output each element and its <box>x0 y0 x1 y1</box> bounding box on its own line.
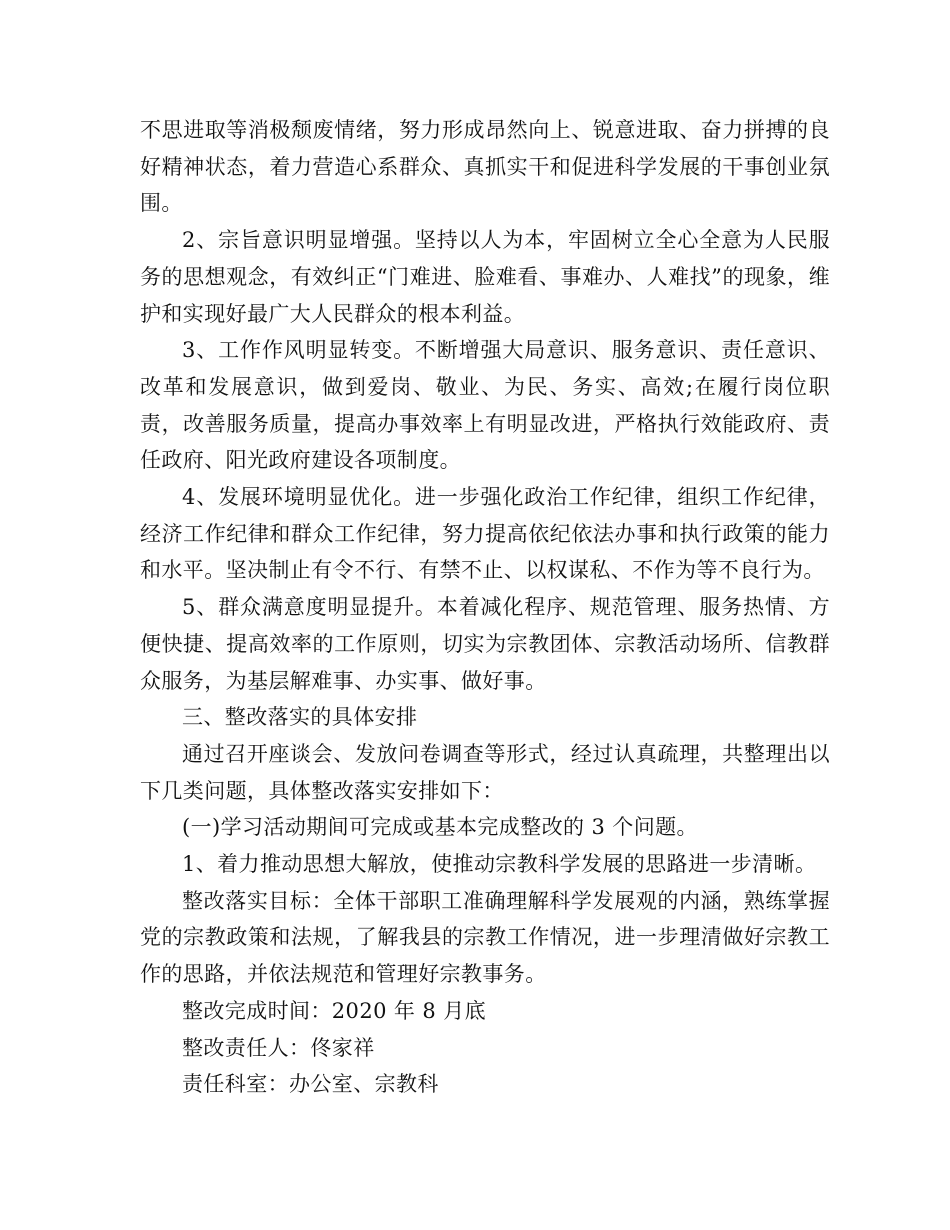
task-item-1: 1、着力推动思想大解放，使推动宗教科学发展的思路进一步清晰。 <box>182 852 817 877</box>
task-goal: 整改落实目标：全体干部职工准确理解科学发展观的内涵，熟练掌握党的宗教政策和法规，了解我县的宗教工作情况，进一步理清做好宗教工作的思路，并依法规范和管理好宗教事务。 <box>140 888 830 987</box>
section-heading-3: 三、整改落实的具体安排 <box>182 705 418 730</box>
paragraph-item-3: 3、工作作风明显转变。不断增强大局意识、服务意识、责任意识、改革和发展意识，做到爱岗、敬业、为民、务实、高效;在履行岗位职责，改善服务质量，提高办事效率上有明显改进，严格执行效能政府、责任政府、阳光政府建设各项制度。 <box>140 338 830 473</box>
paragraph-item-2: 2、宗旨意识明显增强。坚持以人为本，牢固树立全心全意为人民服务的思想观念，有效纠正“门难进、脸难看、事难办、人难找”的现象，维护和实现好最广大人民群众的根本利益。 <box>140 228 830 326</box>
paragraph-item-5: 5、群众满意度明显提升。本着减化程序、规范管理、服务热情、方便快捷、提高效率的工作原则，切实为宗教团体、宗教活动场所、信教群众服务，为基层解难事、办实事、做好事。 <box>140 595 830 693</box>
task-deadline: 整改完成时间：2020 年 8 月底 <box>182 998 487 1023</box>
task-owner: 整改责任人：佟家祥 <box>182 1035 375 1060</box>
subsection-heading-1: (一)学习活动期间可完成或基本完成整改的 3 个问题。 <box>182 815 698 840</box>
document-body <box>140 112 830 1103</box>
task-department: 责任科室：办公室、宗教科 <box>182 1072 439 1097</box>
paragraph-continuation: 不思进取等消极颓废情绪，努力形成昂然向上、锐意进取、奋力拼搏的良好精神状态，着力营造心系群众、真抓实干和促进科学发展的干事创业氛围。 <box>140 118 830 216</box>
paragraph-item-4: 4、发展环境明显优化。进一步强化政治工作纪律，组织工作纪律，经济工作纪律和群众工作纪律，努力提高依纪依法办事和执行政策的能力和水平。坚决制止有令不行、有禁不止、以权谋私、不作为等不良行为。 <box>140 485 830 583</box>
paragraph-intro: 通过召开座谈会、发放问卷调查等形式，经过认真疏理，共整理出以下几类问题，具体整改落实安排如下： <box>140 741 830 803</box>
